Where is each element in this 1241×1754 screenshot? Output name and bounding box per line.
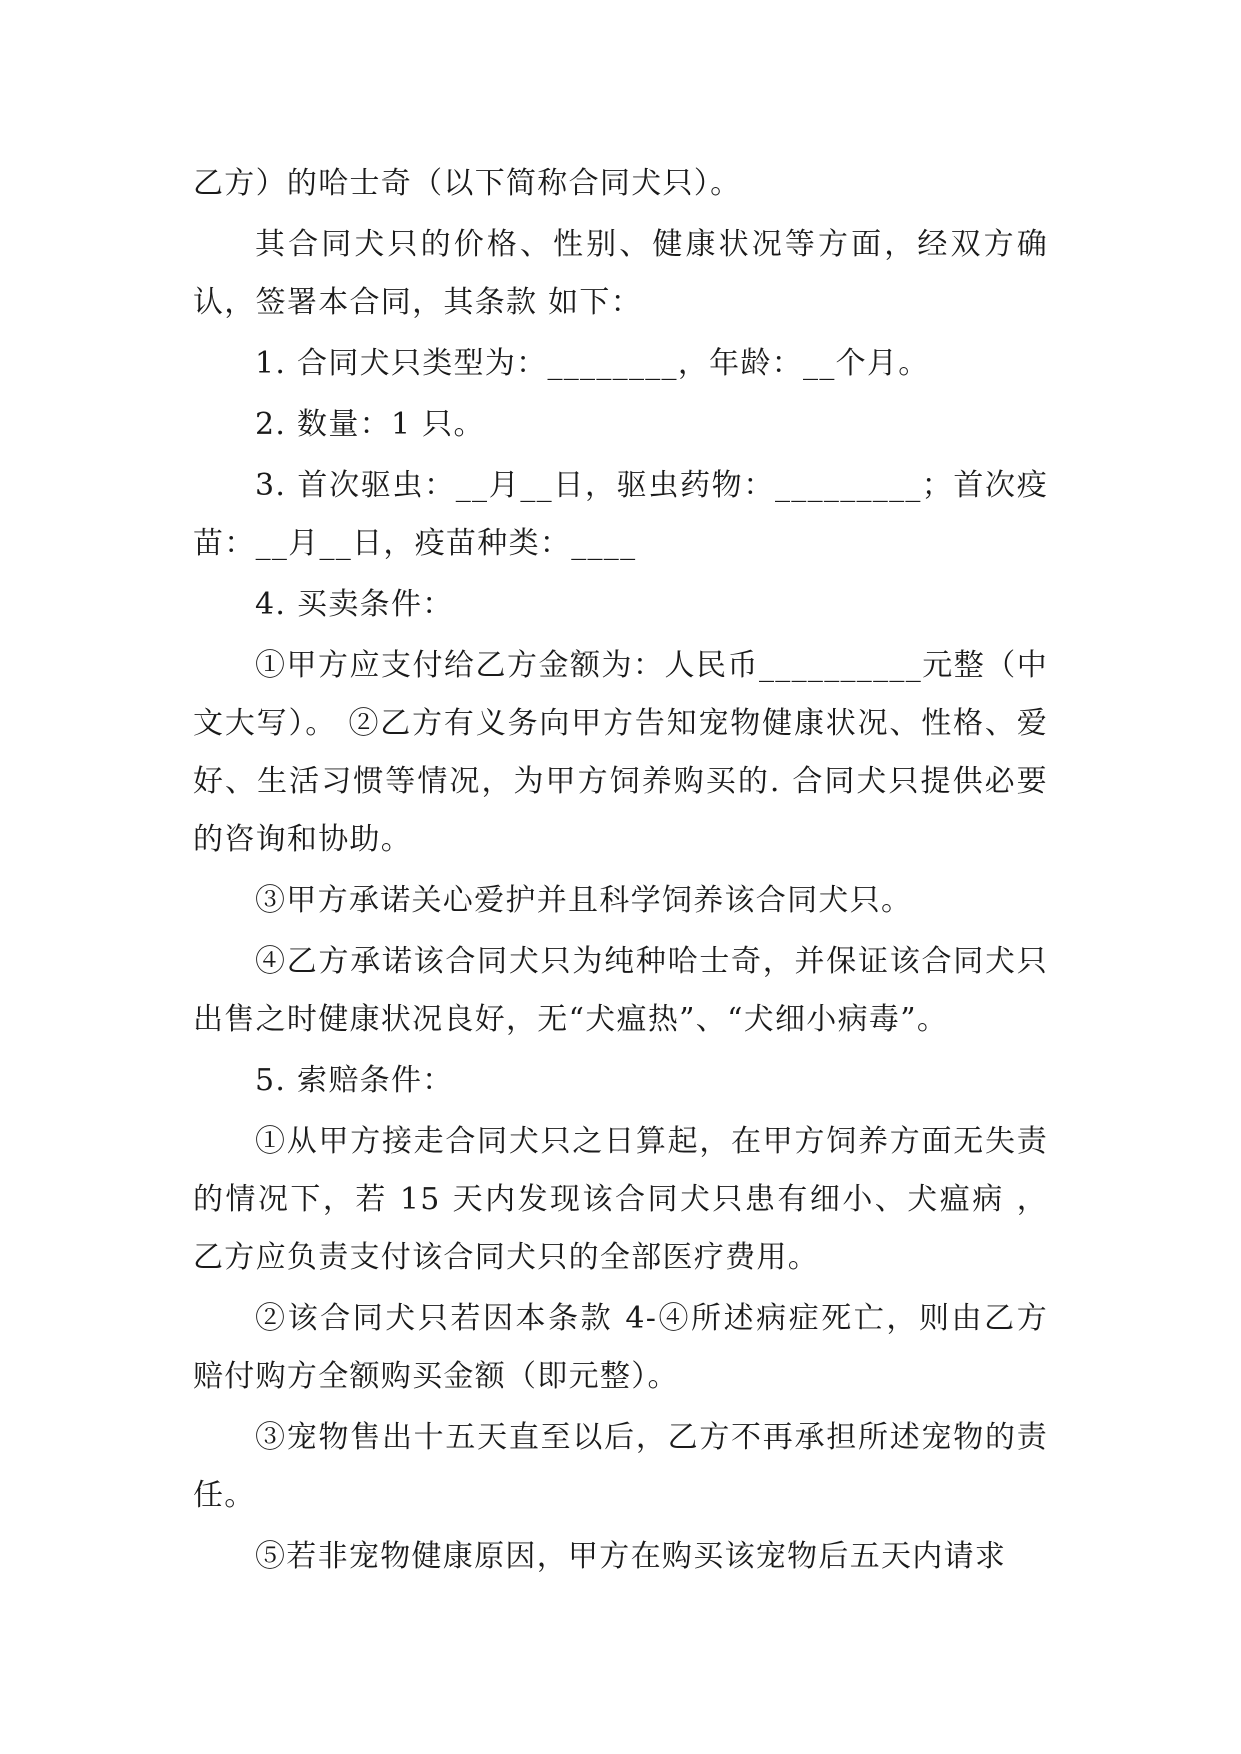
- paragraph-intro: 其合同犬只的价格、性别、健康状况等方面，经双方确认，签署本合同，其条款 如下：: [193, 227, 1048, 320]
- contract-body: [193, 155, 1048, 1586]
- clause-5-item-1: ①从甲方接走合同犬只之日算起，在甲方饲养方面无失责的情况下，若 15 天内发现该合同犬只患有细小、犬瘟病 ，乙方应负责支付该合同犬只的全部医疗费用。: [193, 1124, 1048, 1275]
- clause-4-item-1-2: ①甲方应支付给乙方金额为：人民币__________元整（中文大写）。 ②乙方有义务向甲方告知宠物健康状况、性格、爱好、生活习惯等情况，为甲方饲养购买的. 合同犬只提供必要的咨询和协助。: [193, 648, 1048, 857]
- clause-1-dog-type: 1. 合同犬只类型为：________，年龄：__个月。: [255, 346, 930, 381]
- paragraph-continuation: 乙方）的哈士奇（以下简称合同犬只）。: [193, 166, 742, 201]
- clause-5-item-3: ③宠物售出十五天直至以后，乙方不再承担所述宠物的责任。: [193, 1420, 1048, 1513]
- clause-4-heading: 4. 买卖条件：: [255, 587, 454, 622]
- clause-5-item-2: ②该合同犬只若因本条款 4-④所述病症死亡，则由乙方赔付购方全额购买金额（即元整）。: [193, 1301, 1048, 1394]
- clause-4-item-4: ④乙方承诺该合同犬只为纯种哈士奇，并保证该合同犬只出售之时健康状况良好，无“犬瘟热”、“犬细小病毒”。: [193, 944, 1048, 1037]
- clause-5-heading: 5. 索赔条件：: [255, 1063, 454, 1098]
- clause-2-quantity: 2. 数量：1 只。: [255, 407, 485, 442]
- clause-4-item-3: ③甲方承诺关心爱护并且科学饲养该合同犬只。: [255, 883, 913, 918]
- clause-5-item-5: ⑤若非宠物健康原因，甲方在购买该宠物后五天内请求: [255, 1539, 1007, 1574]
- clause-3-deworming-vaccine: 3. 首次驱虫：__月__日，驱虫药物：_________；首次疫苗：__月__日，疫苗种类：____: [193, 468, 1048, 561]
